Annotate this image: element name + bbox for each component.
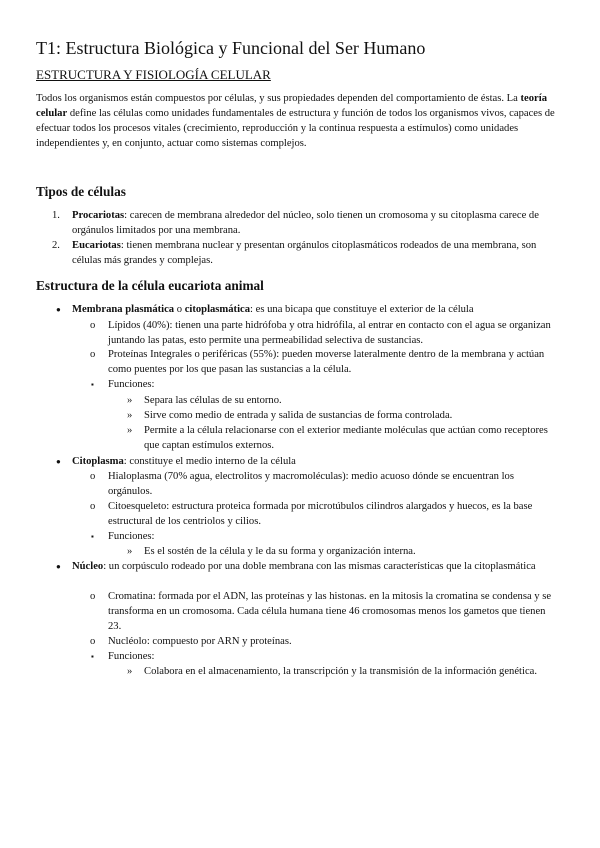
list-text: : tienen membrana nuclear y presentan orgánulos citoplasmáticos rodeados de una membrana, son células más grandes y complejas.	[72, 240, 537, 266]
nucleolo-item: Nucléolo: compuesto por ARN y proteínas.	[108, 636, 292, 647]
nucleo-term: Núcleo	[72, 561, 104, 572]
membrana-term: Membrana plasmática	[72, 304, 175, 315]
circle-bullet-icon: o	[90, 636, 96, 647]
square-bullet-icon: ▪	[91, 380, 94, 389]
circle-bullet-icon: o	[90, 349, 96, 360]
citoplasma-funciones-label: Funciones:	[108, 531, 155, 542]
arrow-bullet-icon: »	[127, 425, 133, 436]
intro-text-start: Todos los organismos están compuestos por células, y sus propiedades dependen del comportamiento de éstas. La	[36, 93, 521, 104]
nucleo-item	[72, 559, 557, 574]
membrana-item	[72, 302, 568, 317]
list-number: 2.	[52, 240, 60, 251]
square-bullet-icon: ▪	[91, 532, 94, 541]
hialoplasma-item: Hialoplasma (70% agua, electrolitos y macromoléculas): medio acuoso dónde se encuentran los orgánulos.	[108, 471, 514, 497]
bullet-icon: ●	[56, 457, 61, 466]
list-text: : carecen de membrana alrededor del núcleo, solo tienen un cromosoma y su citoplasma carece de orgánulos limitados por una membrana.	[72, 210, 539, 236]
citoplasma-funcion: Es el sostén de la célula y le da su forma y organización interna.	[144, 546, 416, 557]
arrow-bullet-icon: »	[127, 666, 133, 677]
bullet-icon: ●	[56, 562, 61, 571]
square-bullet-icon: ▪	[91, 652, 94, 661]
arrow-bullet-icon: »	[127, 410, 133, 421]
list-term: Procariotas	[72, 210, 125, 221]
nucleo-text: : un corpúsculo rodeado por una doble membrana con las mismas características que la citoplasmática	[103, 561, 536, 572]
citoplasma-text: : constituye el medio interno de la célula	[123, 456, 296, 467]
intro-bold-term: teoría celular	[36, 93, 547, 119]
circle-bullet-icon: o	[90, 320, 96, 331]
page-title: T1: Estructura Biológica y Funcional del Ser Humano	[36, 38, 426, 58]
list-term: Eucariotas	[72, 240, 121, 251]
citoplasma-term: Citoplasma	[72, 456, 124, 467]
membrana-funciones-label: Funciones:	[108, 379, 155, 390]
membrana-funcion: Separa las células de su entorno.	[144, 395, 282, 406]
arrow-bullet-icon: »	[127, 395, 133, 406]
cromatina-item: Cromatina: formada por el ADN, las proteínas y las histonas. en la mitosis la cromatina se condensa y se transforma en un cromosoma. Cada célula humana tiene 46 cromosomas menos los gametos que tienen 23.	[108, 591, 552, 632]
nucleo-funcion: Colabora en el almacenamiento, la transcripción y la transmisión de la información genética.	[144, 666, 537, 677]
intro-text-end: define las células como unidades fundamentales de estructura y función de todos los organismos vivos, capaces de efectuar todos los procesos vitales (crecimiento, reproducción y la continua respuesta a estímulos) como unidades independientes y, en conjunto, actuar como sistemas complejos.	[36, 108, 555, 149]
circle-bullet-icon: o	[90, 501, 96, 512]
citoplasma-item	[72, 454, 568, 469]
proteinas-item: Proteínas Integrales o periféricas (55%): pueden moverse lateralmente dentro de la membrana y actúan como puentes por los que pasan las sustancias a la célula.	[108, 349, 545, 375]
citoplasmatica-term: citoplasmática	[184, 304, 251, 315]
citoesqueleto-item: Citoesqueleto: estructura proteica formada por microtúbulos cilindros alargados y huecos, es la base estructural de los centriolos y cilios.	[108, 501, 533, 527]
membrana-connector: o	[174, 304, 185, 315]
lipidos-item: Lípidos (40%): tienen una parte hidrófoba y otra hidrófila, al entrar en contacto con el agua se organizan juntando las patas, esto permite una permeabilidad selectiva de sustancias.	[108, 320, 551, 346]
bullet-icon: ●	[56, 305, 61, 314]
circle-bullet-icon: o	[90, 471, 96, 482]
membrana-funcion: Sirve como medio de entrada y salida de sustancias de forma controlada.	[144, 410, 453, 421]
membrana-text: : es una bicapa que constituye el exterior de la célula	[250, 304, 474, 315]
tipos-heading: Tipos de células	[36, 184, 126, 199]
intro-paragraph	[36, 91, 568, 151]
membrana-funcion: Permite a la célula relacionarse con el exterior mediante moléculas que actúan como receptores que captan estímulos externos.	[144, 425, 548, 451]
circle-bullet-icon: o	[90, 591, 96, 602]
section-heading: ESTRUCTURA Y FISIOLOGÍA CELULAR	[36, 67, 271, 82]
estructura-heading: Estructura de la célula eucariota animal	[36, 278, 264, 293]
list-number: 1.	[52, 210, 60, 221]
arrow-bullet-icon: »	[127, 546, 133, 557]
nucleo-funciones-label: Funciones:	[108, 651, 155, 662]
